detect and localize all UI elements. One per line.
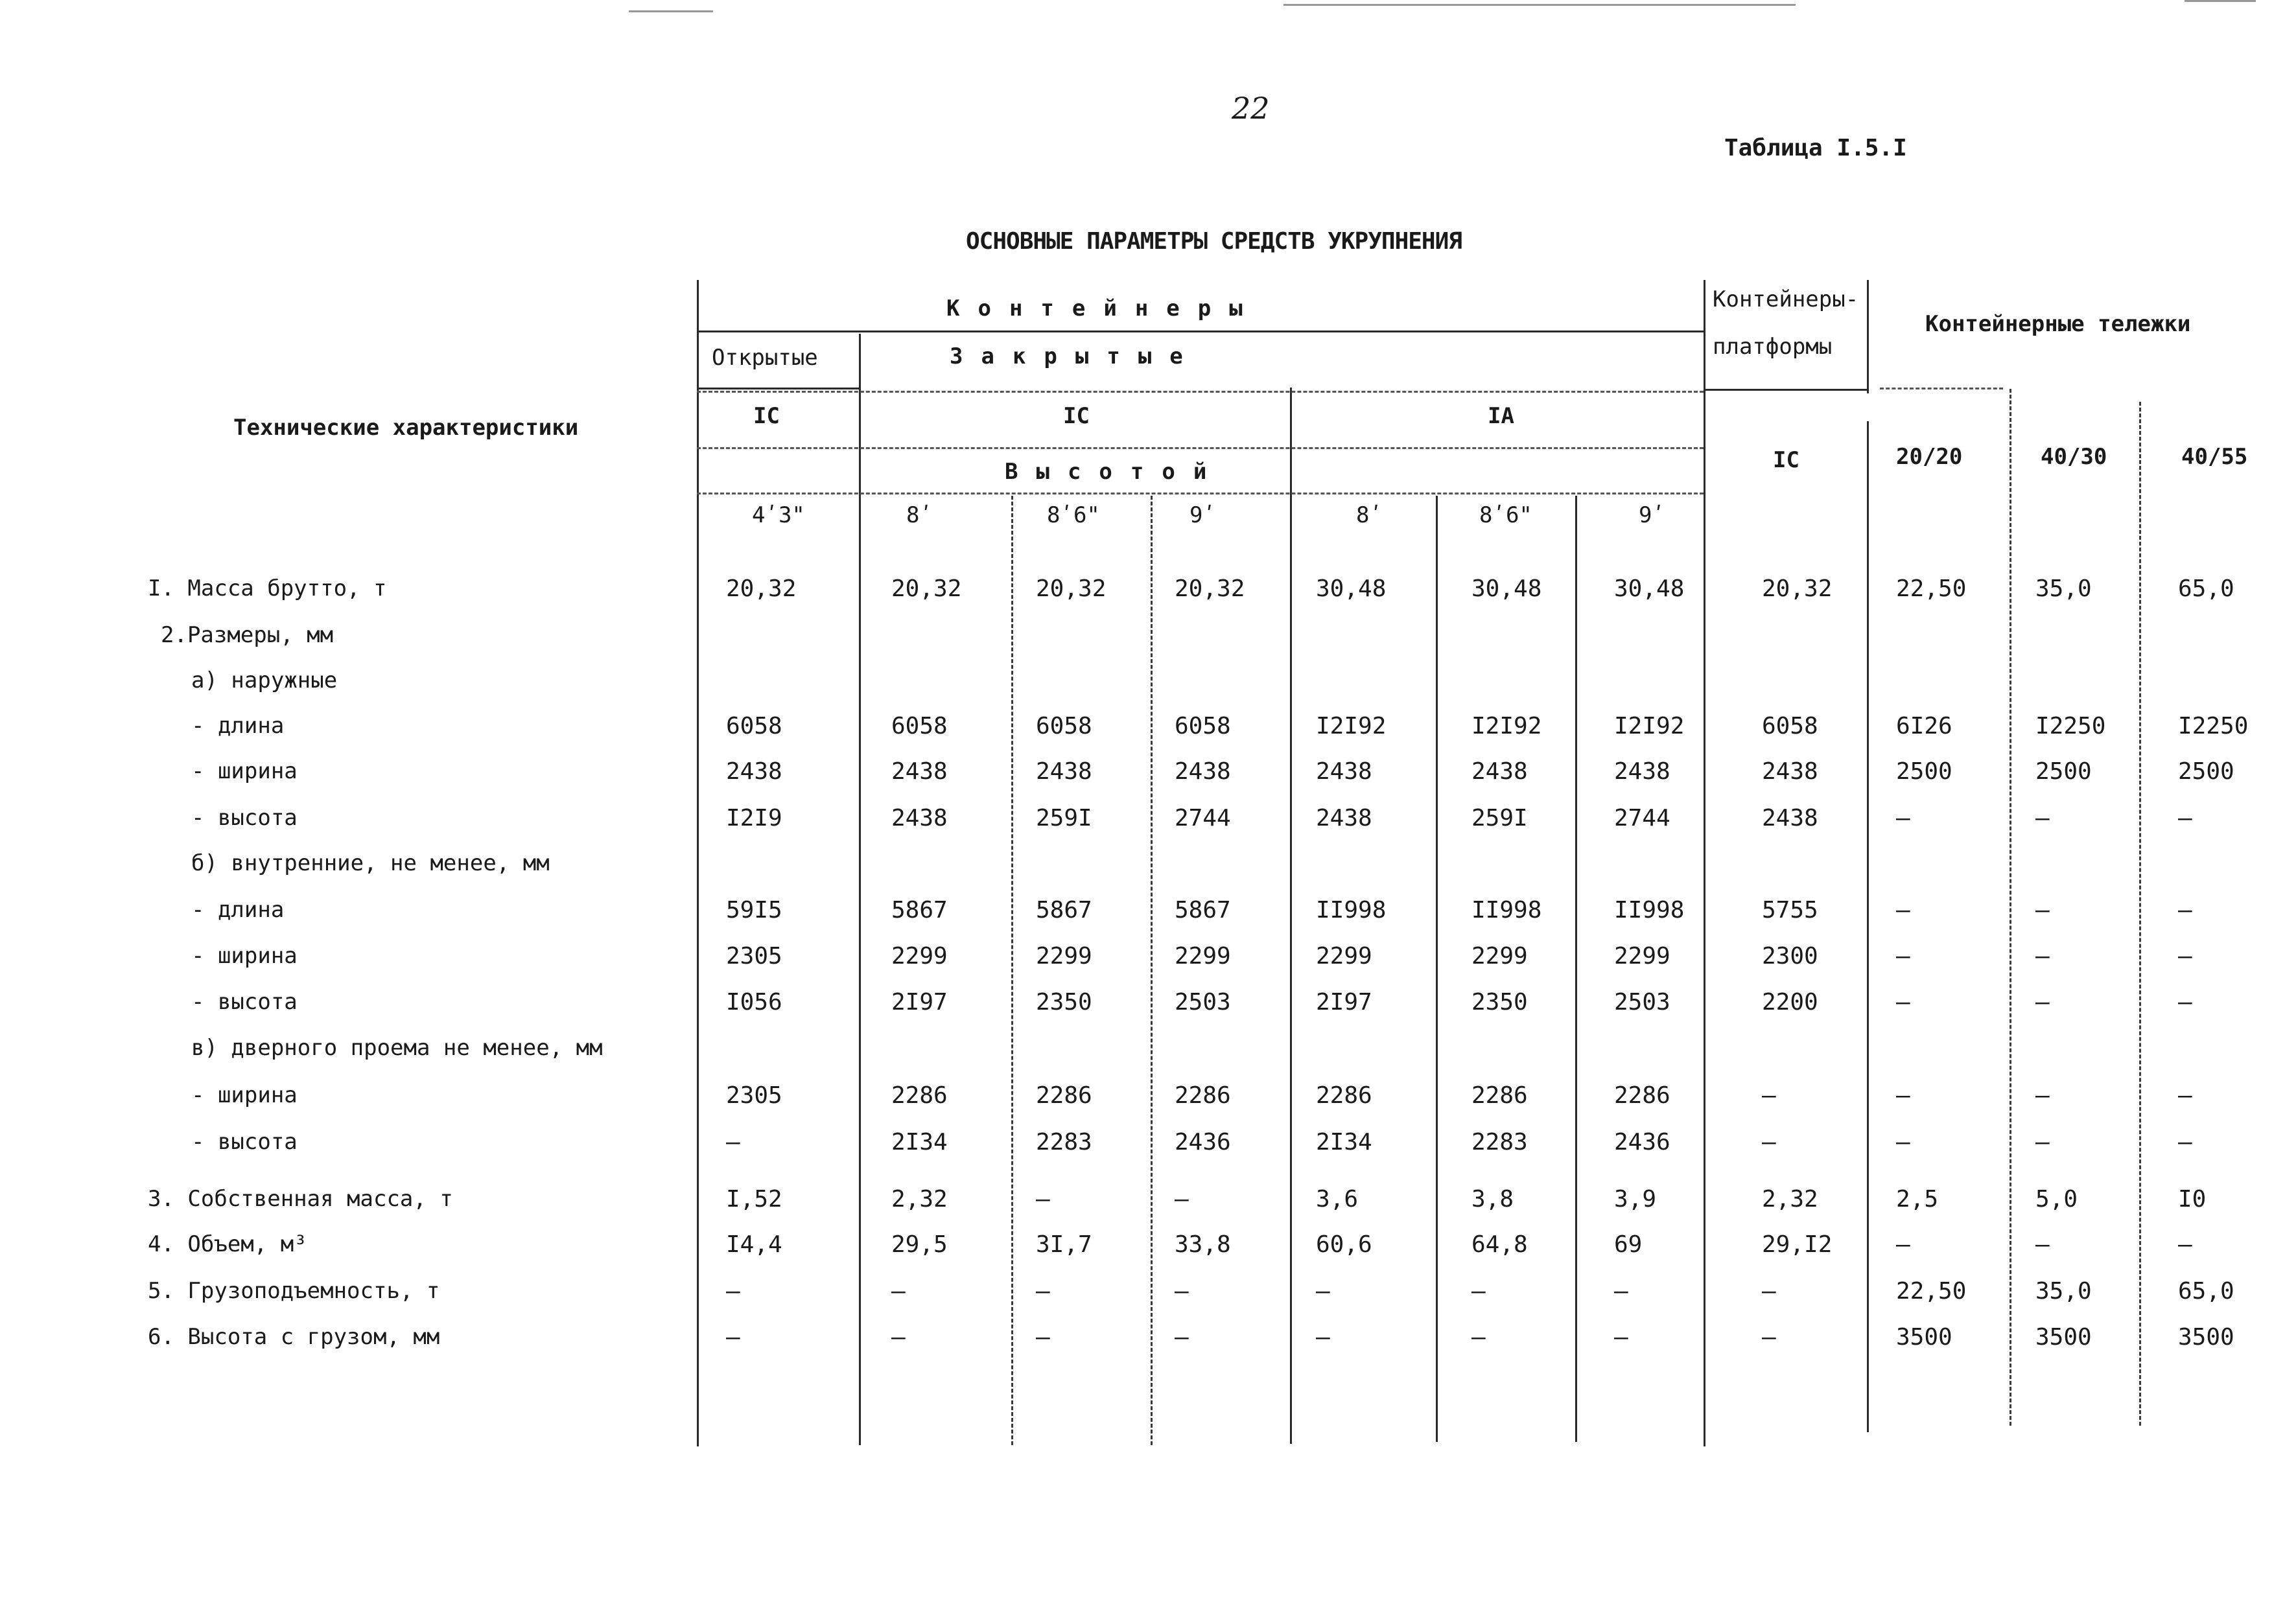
row-label: - длина [191,897,285,923]
table-cell: 2350 [1471,989,1528,1015]
table-cell: I2I92 [1316,713,1387,739]
header-platforms-line1: Контейнеры- [1713,286,1859,312]
table-cell: 20,32 [1036,575,1107,602]
table-cell: – [1762,1129,1776,1155]
table-cell: – [2178,1231,2192,1258]
table-cell: I2I92 [1471,713,1542,739]
height-cell: 8ʹ6" [1047,502,1100,528]
table-cell: 65,0 [2178,575,2234,602]
table-cell: – [1762,1324,1776,1351]
table-cell: 5755 [1762,897,1818,923]
table-cell: 2503 [1614,989,1670,1015]
table-cell: 2438 [1316,805,1372,831]
trolley-type-cell: 40/55 [2181,444,2248,470]
row-label: I. Масса брутто, т [148,575,387,601]
table-cell: – [1762,1082,1776,1109]
row-header: Технические характеристики [233,415,579,441]
table-cell: 6058 [1762,713,1818,739]
height-cell: 9ʹ [1639,502,1665,528]
table-cell: 2438 [1762,805,1818,831]
table-cell: – [1896,1231,1910,1258]
table-cell: 5867 [891,897,948,923]
table-cell: 3500 [2178,1324,2234,1351]
table-cell: – [2178,805,2192,831]
table-cell: 29,5 [891,1231,948,1258]
table-cell: I2250 [2178,713,2249,739]
table-cell: 2299 [1614,943,1670,969]
trolley-type-cell: 20/20 [1896,444,1963,470]
row-label: 6. Высота с грузом, мм [148,1324,440,1350]
header-platforms-line2: платформы [1713,334,1833,360]
table-cell: 29,I2 [1762,1231,1833,1258]
header-closed: Закрытые [950,343,1201,369]
table-cell: 5,0 [2035,1186,2078,1212]
header-containers: Контейнеры [946,296,1261,321]
height-cell: 8ʹ6" [1479,502,1532,528]
table-cell: 259I [1036,805,1092,831]
table-cell: 2I34 [891,1129,948,1155]
height-label: Высотой [1005,459,1225,485]
row-label: а) наружные [191,667,338,693]
table-cell: – [1036,1186,1050,1212]
table-cell: – [1316,1324,1330,1351]
type-1c-open: IC [753,403,780,429]
table-cell: – [726,1129,740,1155]
table-cell: – [1614,1324,1628,1351]
table-cell: 59I5 [726,897,782,923]
table-cell: 2500 [1896,758,1952,785]
height-cell: 4ʹ3" [752,502,805,528]
type-1c-closed: IC [1063,403,1090,429]
table-cell: 2438 [891,758,948,785]
height-cell: 8ʹ [1356,502,1383,528]
table-cell: 6058 [891,713,948,739]
table-cell: I2I9 [726,805,782,831]
table-cell: 2744 [1614,805,1670,831]
table-cell: 3,9 [1614,1186,1657,1212]
table-cell: – [2178,897,2192,923]
table-cell: 2438 [1316,758,1372,785]
table-cell: 2I97 [1316,989,1372,1015]
row-label: 3. Собственная масса, т [148,1186,453,1212]
table-cell: – [726,1278,740,1305]
table-cell: 20,32 [726,575,797,602]
table-cell: 2283 [1471,1129,1528,1155]
table-cell: – [2035,943,2050,969]
table-cell: 2299 [1036,943,1092,969]
table-cell: 2299 [891,943,948,969]
table-cell: 2438 [1036,758,1092,785]
table-cell: I056 [726,989,782,1015]
table-cell: 22,50 [1896,575,1967,602]
table-cell: I,52 [726,1186,782,1212]
page-number: 22 [1232,91,1270,126]
table-cell: – [1896,897,1910,923]
table-cell: 2,5 [1896,1186,1939,1212]
table-cell: 30,48 [1614,575,1685,602]
table-cell: – [726,1324,740,1351]
table-cell: 2300 [1762,943,1818,969]
table-cell: – [2178,989,2192,1015]
table-cell: 2,32 [891,1186,948,1212]
row-label: - высота [191,1129,298,1155]
table-cell: 2286 [1614,1082,1670,1109]
table-cell: – [891,1278,906,1305]
header-trolleys: Контейнерные тележки [1925,311,2191,337]
table-cell: 20,32 [1175,575,1245,602]
table-cell: – [2035,1129,2050,1155]
table-cell: 30,48 [1316,575,1387,602]
table-cell: – [1036,1324,1050,1351]
table-cell: – [2035,1231,2050,1258]
table-cell: 2500 [2178,758,2234,785]
row-label: б) внутренние, не менее, мм [191,850,550,876]
table-cell: 259I [1471,805,1528,831]
table-cell: 2305 [726,943,782,969]
table-cell: – [891,1324,906,1351]
table-cell: 2438 [1175,758,1231,785]
table-cell: 2,32 [1762,1186,1818,1212]
table-cell: 5867 [1036,897,1092,923]
table-cell: II998 [1316,897,1387,923]
table-cell: 2305 [726,1082,782,1109]
table-cell: 2350 [1036,989,1092,1015]
table-cell: 2438 [1471,758,1528,785]
table-cell: – [1471,1278,1486,1305]
table-cell: – [1316,1278,1330,1305]
table-cell: – [2178,943,2192,969]
trolley-type-cell: 40/30 [2041,444,2107,470]
table-cell: 60,6 [1316,1231,1372,1258]
table-cell: 64,8 [1471,1231,1528,1258]
table-cell: 65,0 [2178,1278,2234,1305]
table-cell: 2503 [1175,989,1231,1015]
table-cell: 2438 [1614,758,1670,785]
table-cell: 6058 [1036,713,1092,739]
table-cell: – [2178,1129,2192,1155]
table-cell: 2286 [1316,1082,1372,1109]
table-cell: – [2035,897,2050,923]
row-label: 2.Размеры, мм [161,622,334,648]
table-cell: 2I34 [1316,1129,1372,1155]
table-cell: – [1036,1278,1050,1305]
row-label: - высота [191,805,298,831]
type-1a: IA [1488,403,1514,429]
table-cell: 5867 [1175,897,1231,923]
table-cell: – [1896,943,1910,969]
table-cell: 2I97 [891,989,948,1015]
table-cell: 30,48 [1471,575,1542,602]
table-cell: – [1896,1129,1910,1155]
table-cell: 33,8 [1175,1231,1231,1258]
table-cell: – [2178,1082,2192,1109]
table-cell: 2299 [1175,943,1231,969]
table-cell: I0 [2178,1186,2207,1212]
row-label: - ширина [191,1082,298,1108]
height-cell: 9ʹ [1189,502,1216,528]
table-cell: 6058 [726,713,782,739]
table-cell: 2299 [1471,943,1528,969]
table-cell: 35,0 [2035,575,2092,602]
table-cell: II998 [1471,897,1542,923]
table-cell: – [2035,1082,2050,1109]
table-cell: – [1762,1278,1776,1305]
table-cell: 2744 [1175,805,1231,831]
table-cell: – [1614,1278,1628,1305]
table-cell: 2436 [1175,1129,1231,1155]
table-cell: 2438 [1762,758,1818,785]
table-cell: 2299 [1316,943,1372,969]
table-cell: 6058 [1175,713,1231,739]
row-label: 5. Грузоподъемность, т [148,1278,440,1304]
type-1c-platform: IC [1773,447,1799,473]
table-cell: 2286 [1175,1082,1231,1109]
table-cell: – [2035,989,2050,1015]
table-cell: – [1896,805,1910,831]
table-cell: 2286 [1036,1082,1092,1109]
row-label: в) дверного проема не менее, мм [191,1035,603,1061]
row-label: - ширина [191,758,298,784]
table-cell: 3,6 [1316,1186,1359,1212]
table-cell: 2286 [891,1082,948,1109]
table-cell: 2438 [726,758,782,785]
table-cell: 2438 [891,805,948,831]
table-cell: 35,0 [2035,1278,2092,1305]
table-cell: 3I,7 [1036,1231,1092,1258]
table-cell: 2200 [1762,989,1818,1015]
table-cell: 3500 [1896,1324,1952,1351]
table-cell: – [2035,805,2050,831]
height-cell: 8ʹ [906,502,933,528]
table-label: Таблица I.5.I [1724,135,1907,161]
table-cell: 2436 [1614,1129,1670,1155]
row-label: 4. Объем, м³ [148,1231,307,1257]
table-cell: 3500 [2035,1324,2092,1351]
table-cell: – [1896,989,1910,1015]
table-cell: – [1896,1082,1910,1109]
table-cell: I2I92 [1614,713,1685,739]
table-cell: 3,8 [1471,1186,1514,1212]
table-cell: 22,50 [1896,1278,1967,1305]
header-open: Открытые [712,345,818,371]
table-cell: I4,4 [726,1231,782,1258]
table-cell: 2283 [1036,1129,1092,1155]
table-cell: 2286 [1471,1082,1528,1109]
row-label: - длина [191,713,285,739]
row-label: - ширина [191,943,298,969]
row-label: - высота [191,989,298,1015]
table-cell: I2250 [2035,713,2106,739]
table-cell: – [1175,1278,1189,1305]
table-cell: – [1175,1186,1189,1212]
table-cell: – [1471,1324,1486,1351]
table-cell: II998 [1614,897,1685,923]
table-cell: 20,32 [1762,575,1833,602]
table-cell: – [1175,1324,1189,1351]
document-title: ОСНОВНЫЕ ПАРАМЕТРЫ СРЕДСТВ УКРУПНЕНИЯ [966,228,1462,255]
table-cell: 20,32 [891,575,962,602]
table-cell: 6I26 [1896,713,1952,739]
table-cell: 69 [1614,1231,1643,1258]
table-cell: 2500 [2035,758,2092,785]
